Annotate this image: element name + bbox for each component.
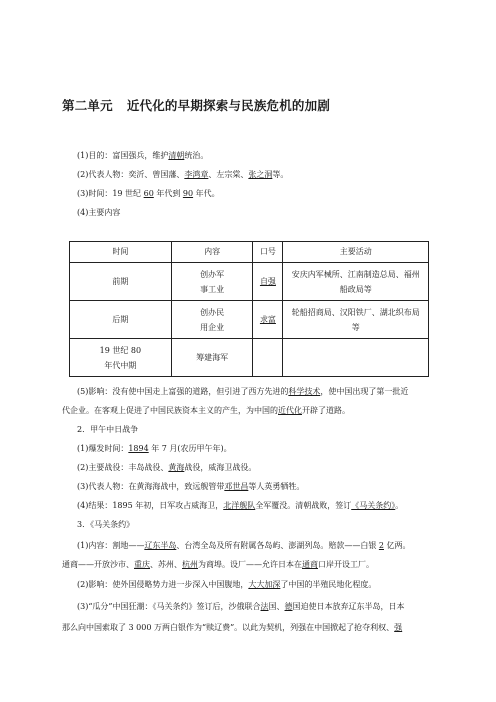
section-3-heading: 3．《马关条约》 — [77, 520, 135, 529]
war-date-line: (1)爆发时间：1894 年 7 月(农历甲午年)。 — [77, 444, 232, 453]
unit-title — [62, 96, 330, 114]
war-figures-line: (3)代表人物：在黄海海战中，致远舰管带邓世昌等人英勇牺牲。 — [77, 482, 305, 491]
header-content: 内容 — [171, 242, 253, 263]
table-row: 19 世纪 80 年代中期 筹建海军 — [70, 339, 429, 377]
main-content-heading: (4)主要内容 — [77, 208, 121, 217]
war-result-line: (4)结果：1895 年初，日军攻占威海卫，北洋舰队全军覆没。清朝战败，签订《马关条约》。 — [77, 501, 404, 510]
unit-number: 第二单元 — [62, 98, 113, 113]
purpose-line: (1)目的：富国强兵，维护清朝统治。 — [77, 151, 209, 160]
table-header-row — [70, 242, 429, 263]
time-line: (3)时间：19 世纪 60 年代到 90 年代。 — [77, 189, 220, 198]
treaty-content-line-2: 通商——开放沙市、重庆、苏州、杭州为商埠。设厂——允许日本在通商口岸开设工厂。 — [62, 560, 374, 569]
header-activity: 主要活动 — [283, 242, 429, 263]
section-2-heading: 2．甲午中日战争 — [77, 425, 139, 434]
table-row: 后期 创办民 用企业 求富 轮船招商局、汉阳铁厂、湖北织布局 等 — [70, 301, 429, 339]
header-time: 时间 — [70, 242, 172, 263]
treaty-content-line-1: (1)内容：割地——辽东半岛、台湾全岛及所有附属各岛屿、澎湖列岛。赔款——白银 2 亿两。 — [77, 541, 411, 550]
partition-line-1: (3)“瓜分”中国狂潮：《马关条约》签订后，沙俄联合法国、德国迫使日本放弃辽东半岛，日本 — [77, 602, 405, 611]
impact-line-2: 代企业。在客观上促进了中国民族资本主义的产生，为中国的近代化开辟了道路。 — [62, 406, 350, 415]
table-row: 前期 创办军 事工业 自强 安庆内军械所、江南制造总局、福州 船政局等 — [70, 263, 429, 301]
battles-line: (2)主要战役：丰岛战役、黄海战役，威海卫战役。 — [77, 463, 257, 472]
partition-line-2: 那么向中国索取了 3 000 万两白银作为“赎辽费”。以此为契机，列强在中国掀起了抢夺利权、强 — [62, 623, 403, 632]
treaty-impact-line: (2)影响：使外国侵略势力进一步深入中国腹地，大大加深了中国的半殖民地化程度。 — [77, 580, 377, 589]
unit-name: 近代化的早期探索与民族危机的加剧 — [126, 98, 331, 113]
header-slogan: 口号 — [253, 242, 283, 263]
figures-line: (2)代表人物：奕沂、曾国藩、李鸿章、左宗棠、张之洞等。 — [77, 170, 289, 179]
movement-table — [69, 241, 429, 377]
impact-line-1: (5)影响：没有使中国走上富强的道路，但引进了西方先进的科学技术，使中国出现了第一批近 — [77, 387, 409, 396]
